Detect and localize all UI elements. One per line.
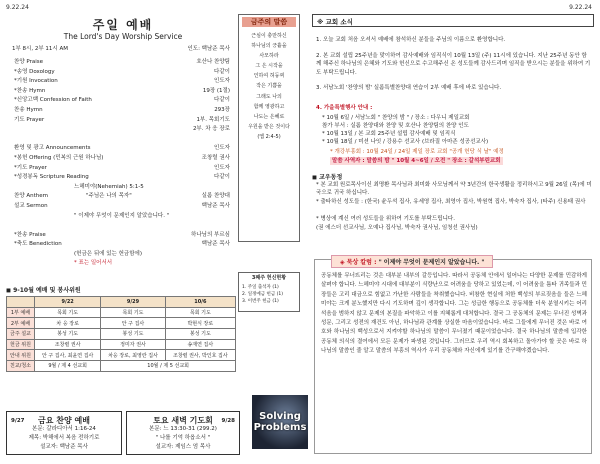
news-item: 3. 서남노회 '찬양의 밤' 실롬특별찬양대 연습이 2부 예배 후에 바로 있습니다. — [316, 85, 502, 91]
order-row — [14, 68, 240, 78]
worship-order-panel — [6, 14, 240, 458]
meditation-column-box — [314, 259, 592, 454]
table-cell: 9월 / 제 4 선교회 — [35, 361, 101, 372]
order-row — [14, 250, 240, 260]
saturday-date: 9/28 — [221, 418, 235, 424]
table-cell: 봉성 기도 — [35, 329, 101, 340]
table-cell: 안내 위원 — [7, 350, 35, 361]
verse-line: 하나님의 긍휼을 — [251, 43, 287, 50]
table-row — [7, 339, 236, 350]
order-label: 찬양 Anthem — [14, 193, 49, 200]
order-label: *기원 Invocation — [14, 78, 58, 85]
order-row — [14, 87, 240, 97]
saturday-prayer-box — [126, 411, 240, 455]
order-row — [14, 154, 240, 164]
order-row — [14, 77, 240, 87]
order-value: 인도자 — [214, 145, 230, 152]
saturday-title: 토요 새벽 기도회 — [153, 416, 213, 425]
news-item: 2. 본 교회 설립 25주년을 맞이하여 감사예배와 임직식이 10월 13일 (주) 11시에 있습니다. 지난 25주년 동안 함께 해주신 하나님의 은혜와 기도와 헌신으로 수고해주신 온 성도들께 감사드리며 임직을 받으시는 분들을 위하여 기도 부탁드립니다. — [316, 53, 591, 76]
order-label: *찬송 Hymn — [14, 87, 46, 94]
table-cell: 목회 기도 — [101, 307, 165, 318]
stats-line: 2. 일정예금 헌금 (1) — [242, 292, 284, 297]
order-row — [14, 164, 240, 174]
table-header-row — [7, 297, 236, 308]
schedule-title: ◼ 9-10월 예배 및 봉사위원 — [6, 287, 81, 294]
order-label: *기도 Prayer — [14, 164, 47, 171]
order-value: 2부. 차 응 장로 — [192, 126, 230, 133]
order-row — [14, 135, 240, 145]
personnel-title: ◼ 교우동정 — [312, 174, 343, 181]
order-value: 인도자 — [214, 164, 230, 171]
table-row — [7, 350, 236, 361]
special-event-line: * 10월 13일 / 본 교회 25주년 설립 감사예배 및 임직식 — [322, 131, 456, 137]
table-row — [7, 307, 236, 318]
table-cell: 조창렬 권사, 박인호 집사 — [165, 350, 235, 361]
order-row — [14, 259, 240, 269]
table-cell: 금주 설교 — [7, 329, 35, 340]
table-header-cell — [7, 297, 35, 308]
verse-line: 사모하라 — [259, 53, 279, 60]
order-row — [14, 202, 240, 212]
order-value: 293장 — [214, 106, 230, 113]
order-center-text: " 이제야 무엇이 문제인지 알았습니다. " — [74, 212, 170, 219]
friday-line: 설교자: 백남준 목사 — [40, 444, 88, 450]
verse-line: 함께 영광하고 — [253, 103, 285, 110]
personnel-item: * 본 교회 원로목사이신 최명환 목사님과 최미화 사모님께서 약 3년간의 한국생활을 정리하시고 9월 26일 (목)에 미국으로 귀국 하십니다. — [316, 182, 592, 197]
saturday-line: 본문: 느 13:30-31 (299.2) — [149, 426, 217, 432]
special-events-heading: 4. 가을특별행사 안내 : — [316, 105, 373, 111]
order-label: *송영 Doxology — [14, 68, 55, 75]
word-night-notice-text: 말씀 사역자 : 말씀의 밤 " 10월 4~6일 / 오전 " 장소 : 갈석부린교회 — [332, 158, 501, 164]
special-event-line: * 10월 18일 / 미션 나잇 / 강용수 선교사 (브라질 아마존 성공선교사) — [322, 139, 489, 145]
order-label: *봉헌 Offering (민복의 근원 하나님) — [14, 154, 104, 161]
friday-line: 제목: 박해에서 복음 전하기로 — [28, 435, 100, 441]
stats-line: 3. 이번주 헌금 (1) — [242, 299, 279, 304]
order-row — [14, 212, 240, 222]
table-header-cell: 9/29 — [101, 297, 165, 308]
table-cell: 2부 예배 — [7, 318, 35, 329]
church-news-panel — [312, 14, 594, 458]
meditation-text: 공동체를 무너뜨리는 것은 대부분 내부의 갈등입니다. 따라서 공동체 안에서 일어나는 다양한 문제를 민감하게 살펴야 합니다. 느헤미야 시대에 대부분이 식량난으로 어려움을 당하고 있었는데, 이 어려움을 틈타 귀족들과 민장들은 고리 대금으로 힘없고 가난한 사람들을 착취했습니다. 비참한 현실에 처한 백성의 부르짖음을 들은 느헤미야는 크게 분노했지만 다시 기도하며 깊이 생각합니다. 그는 성급한 행동으로 공동체를 더욱 분열시키는 어리석음을 범하지 않고 문제의 본질을 파악하고 이를 지혜롭게 대처합니다. 결국 그 공동체의 문제는 무너진 성벽과 성문, 그리고 성전의 재건도 아닌, 하나님과 관계를 상실한 마음이었습니다. 바로 그들에게 무너진 것은 바로 여호와 하나님의 백성으로서 지켜야할 하나님의 말씀이 무너졌기 때문이었습니다. 결국 하나님의 말씀에 입각한 공동체 의식의 결여에서 모든 문제가 파생된 것입니다. 그러므로 우리 역시 회복하고 돌아가야 할 곳은 바로 하나님의 말씀인 줄 알고 말씀의 부흥의 역사가 우리 공동체와 자신에게 있기를 간구해야겠습니다. — [321, 273, 587, 355]
logo-line: Solving — [259, 411, 301, 422]
worship-subtitle: The Lord's Day Worship Service — [63, 32, 183, 41]
table-cell: 안 구 집사, 최윤연 집사 — [35, 350, 101, 361]
order-label: *축도 Benediction — [14, 241, 62, 248]
order-row — [14, 58, 240, 68]
order-value: 다같이 — [214, 97, 230, 104]
word-night-notice — [330, 157, 592, 165]
date-left: 9.22.24 — [6, 4, 29, 11]
table-row — [7, 318, 236, 329]
table-row — [7, 361, 236, 372]
order-row — [14, 192, 240, 202]
order-row — [14, 240, 240, 250]
table-cell: 차응 장로, 최영란 집사 — [101, 350, 165, 361]
special-event-line: * 10월 6일 / 서남노회 " 찬양의 밤 " / 장소 : 다우니 제일교회 — [322, 115, 470, 121]
verse-line: 작은 기쁨을 — [256, 83, 282, 90]
order-value: 1부. 목회기도 — [196, 116, 230, 123]
table-cell: 조창렬 권사 — [35, 339, 101, 350]
friday-title: 금요 찬양 예배 — [38, 416, 90, 425]
order-row — [14, 173, 240, 183]
meditation-label: ◈ 묵상 칼럼 : — [340, 259, 377, 266]
table-row — [7, 329, 236, 340]
saturday-line: 설교자: 제임스 엄 목사 — [155, 444, 211, 450]
order-label: 찬송 Hymn — [14, 106, 43, 113]
personnel-item: * 병상에 계신 여러 성도들을 위하여 기도를 부탁드립니다. — [316, 216, 455, 222]
order-of-service — [14, 58, 240, 269]
verse-line: 그래도 나의 — [256, 93, 282, 100]
verse-line: (엡 2:4-5) — [257, 133, 281, 140]
special-event-line: 참가 부서 : 실롬 찬양대와 찬양 및 호산나 찬양팀의 찬양 인도 — [322, 123, 469, 129]
order-center-text: (헌금은 뒤에 있는 헌금함에) — [74, 250, 142, 257]
table-cell: 송재연 집사 — [165, 339, 235, 350]
order-label: *성경봉독 Scripture Reading — [14, 174, 89, 181]
verse-line: 우원을 받은 것이다 — [248, 123, 290, 130]
order-row — [14, 221, 240, 231]
news-item: 1. 오늘 교회 처음 오셔서 예배에 참석하신 분들을 주님의 이름으로 환영합니다. — [316, 37, 506, 43]
order-value: 다같이 — [214, 68, 230, 75]
meditation-heading: " 이제야 무엇이 문제인지 알았습니다. " — [378, 259, 485, 266]
weekly-verse-title: 금주의 말씀 — [242, 17, 296, 27]
date-right: 9.22.24 — [569, 4, 592, 11]
verse-line: 나도는 은혜로 — [253, 113, 285, 120]
table-cell: 헌금 위원 — [7, 339, 35, 350]
stats-title: 3째주 헌신현황 — [251, 275, 287, 281]
verse-line: 근심이 충만하신 — [251, 33, 287, 39]
order-center-text: * 표는 일어서서 — [74, 260, 113, 267]
meditation-title — [331, 255, 493, 268]
worship-title: 주일 예배 — [92, 18, 154, 32]
service-leader: 인도: 백남준 목사 — [187, 46, 230, 52]
side-panel — [238, 14, 302, 454]
table-cell: 10월 / 제 5 선교회 — [101, 361, 236, 372]
weekly-verse-lines — [242, 31, 296, 142]
friday-date: 9/27 — [11, 418, 25, 424]
schedule-table — [6, 296, 236, 372]
order-value: 백남준 목사 — [201, 241, 230, 248]
friday-worship-box — [6, 411, 122, 455]
stats-box — [238, 272, 300, 312]
order-value: 19장 (1절) — [202, 87, 230, 94]
table-header-cell: 10/6 — [165, 297, 235, 308]
order-row — [14, 183, 240, 193]
order-row — [14, 144, 240, 154]
order-center-text: "주님은 나의 목자" — [86, 193, 132, 200]
order-center-text: 느헤미야(Nehemiah) 5:1-5 — [74, 183, 144, 190]
order-value: 인도자 — [214, 78, 230, 85]
order-value: 실롬 찬양대 — [201, 193, 230, 200]
table-cell: 목회 기도 — [35, 307, 101, 318]
table-cell: 목회 기도 — [165, 307, 235, 318]
service-times: 1부 8시, 2부 11시 AM — [12, 46, 68, 52]
order-row — [14, 116, 240, 126]
order-row — [14, 106, 240, 116]
logo-line: Problems — [253, 422, 307, 433]
table-header-cell: 9/22 — [35, 297, 101, 308]
order-row — [14, 125, 240, 135]
news-title: ※ 교회 소식 — [312, 14, 594, 27]
verse-line: 인하여 허둥찌 — [253, 73, 285, 80]
order-label: 설교 Sermon — [14, 202, 48, 209]
table-cell: 정미자 권사 — [101, 339, 165, 350]
order-label: *신앙고백 Confession of Faith — [14, 97, 92, 104]
table-cell: 봉성 기도 — [165, 329, 235, 340]
revival-notice: * 개강부흥회 : 10월 24일 / 24일 제일 장로 교회 "공개 헌당 식 날" 예정 — [330, 149, 504, 155]
personnel-item: * 출타하신 성도들 : (한국) 윤두석 집사, 유세영 집사, 최영아 집사, 박원혁 집사, 박숙자 집사, (타주) 신용태 권사 — [316, 199, 586, 205]
solving-problems-logo — [252, 395, 308, 449]
order-value: 호산나 찬양팀 — [196, 59, 230, 65]
friday-line: 본문: 갈라디아서 1:16-24 — [32, 426, 96, 432]
order-value: 조창렬 권사 — [201, 154, 230, 161]
table-cell: 박현식 장로 — [165, 318, 235, 329]
table-cell: 봉성 기도 — [101, 329, 165, 340]
table-cell: 차 응 장로 — [35, 318, 101, 329]
order-row — [14, 96, 240, 106]
order-value: 다같이 — [214, 174, 230, 181]
personnel-item: (권 에스더 선교사님, 오예나 집사님, 박숙자 권사님, 임청선 권사님) — [316, 225, 478, 231]
table-cell: 안 구 집사 — [101, 318, 165, 329]
weekly-verse-box — [238, 14, 300, 242]
order-value: 백남준 목사 — [201, 202, 230, 209]
order-label: 찬양 Praise — [14, 59, 44, 65]
order-label: 환영 및 광고 Announcements — [14, 145, 91, 152]
order-label: *찬송 Praise — [14, 231, 46, 238]
verse-line: 그 은 시작을 — [255, 63, 283, 70]
stats-line: 1. 주일 출석자 (1) — [242, 285, 279, 290]
order-label: 기도 Prayer — [14, 116, 45, 123]
saturday-line: " 나를 기억 하옵소서 " — [155, 435, 211, 441]
table-cell: 친교/청소 — [7, 361, 35, 372]
order-row — [14, 231, 240, 241]
order-value: 하나님의 부르심 — [191, 231, 230, 238]
table-cell: 1부 예배 — [7, 307, 35, 318]
